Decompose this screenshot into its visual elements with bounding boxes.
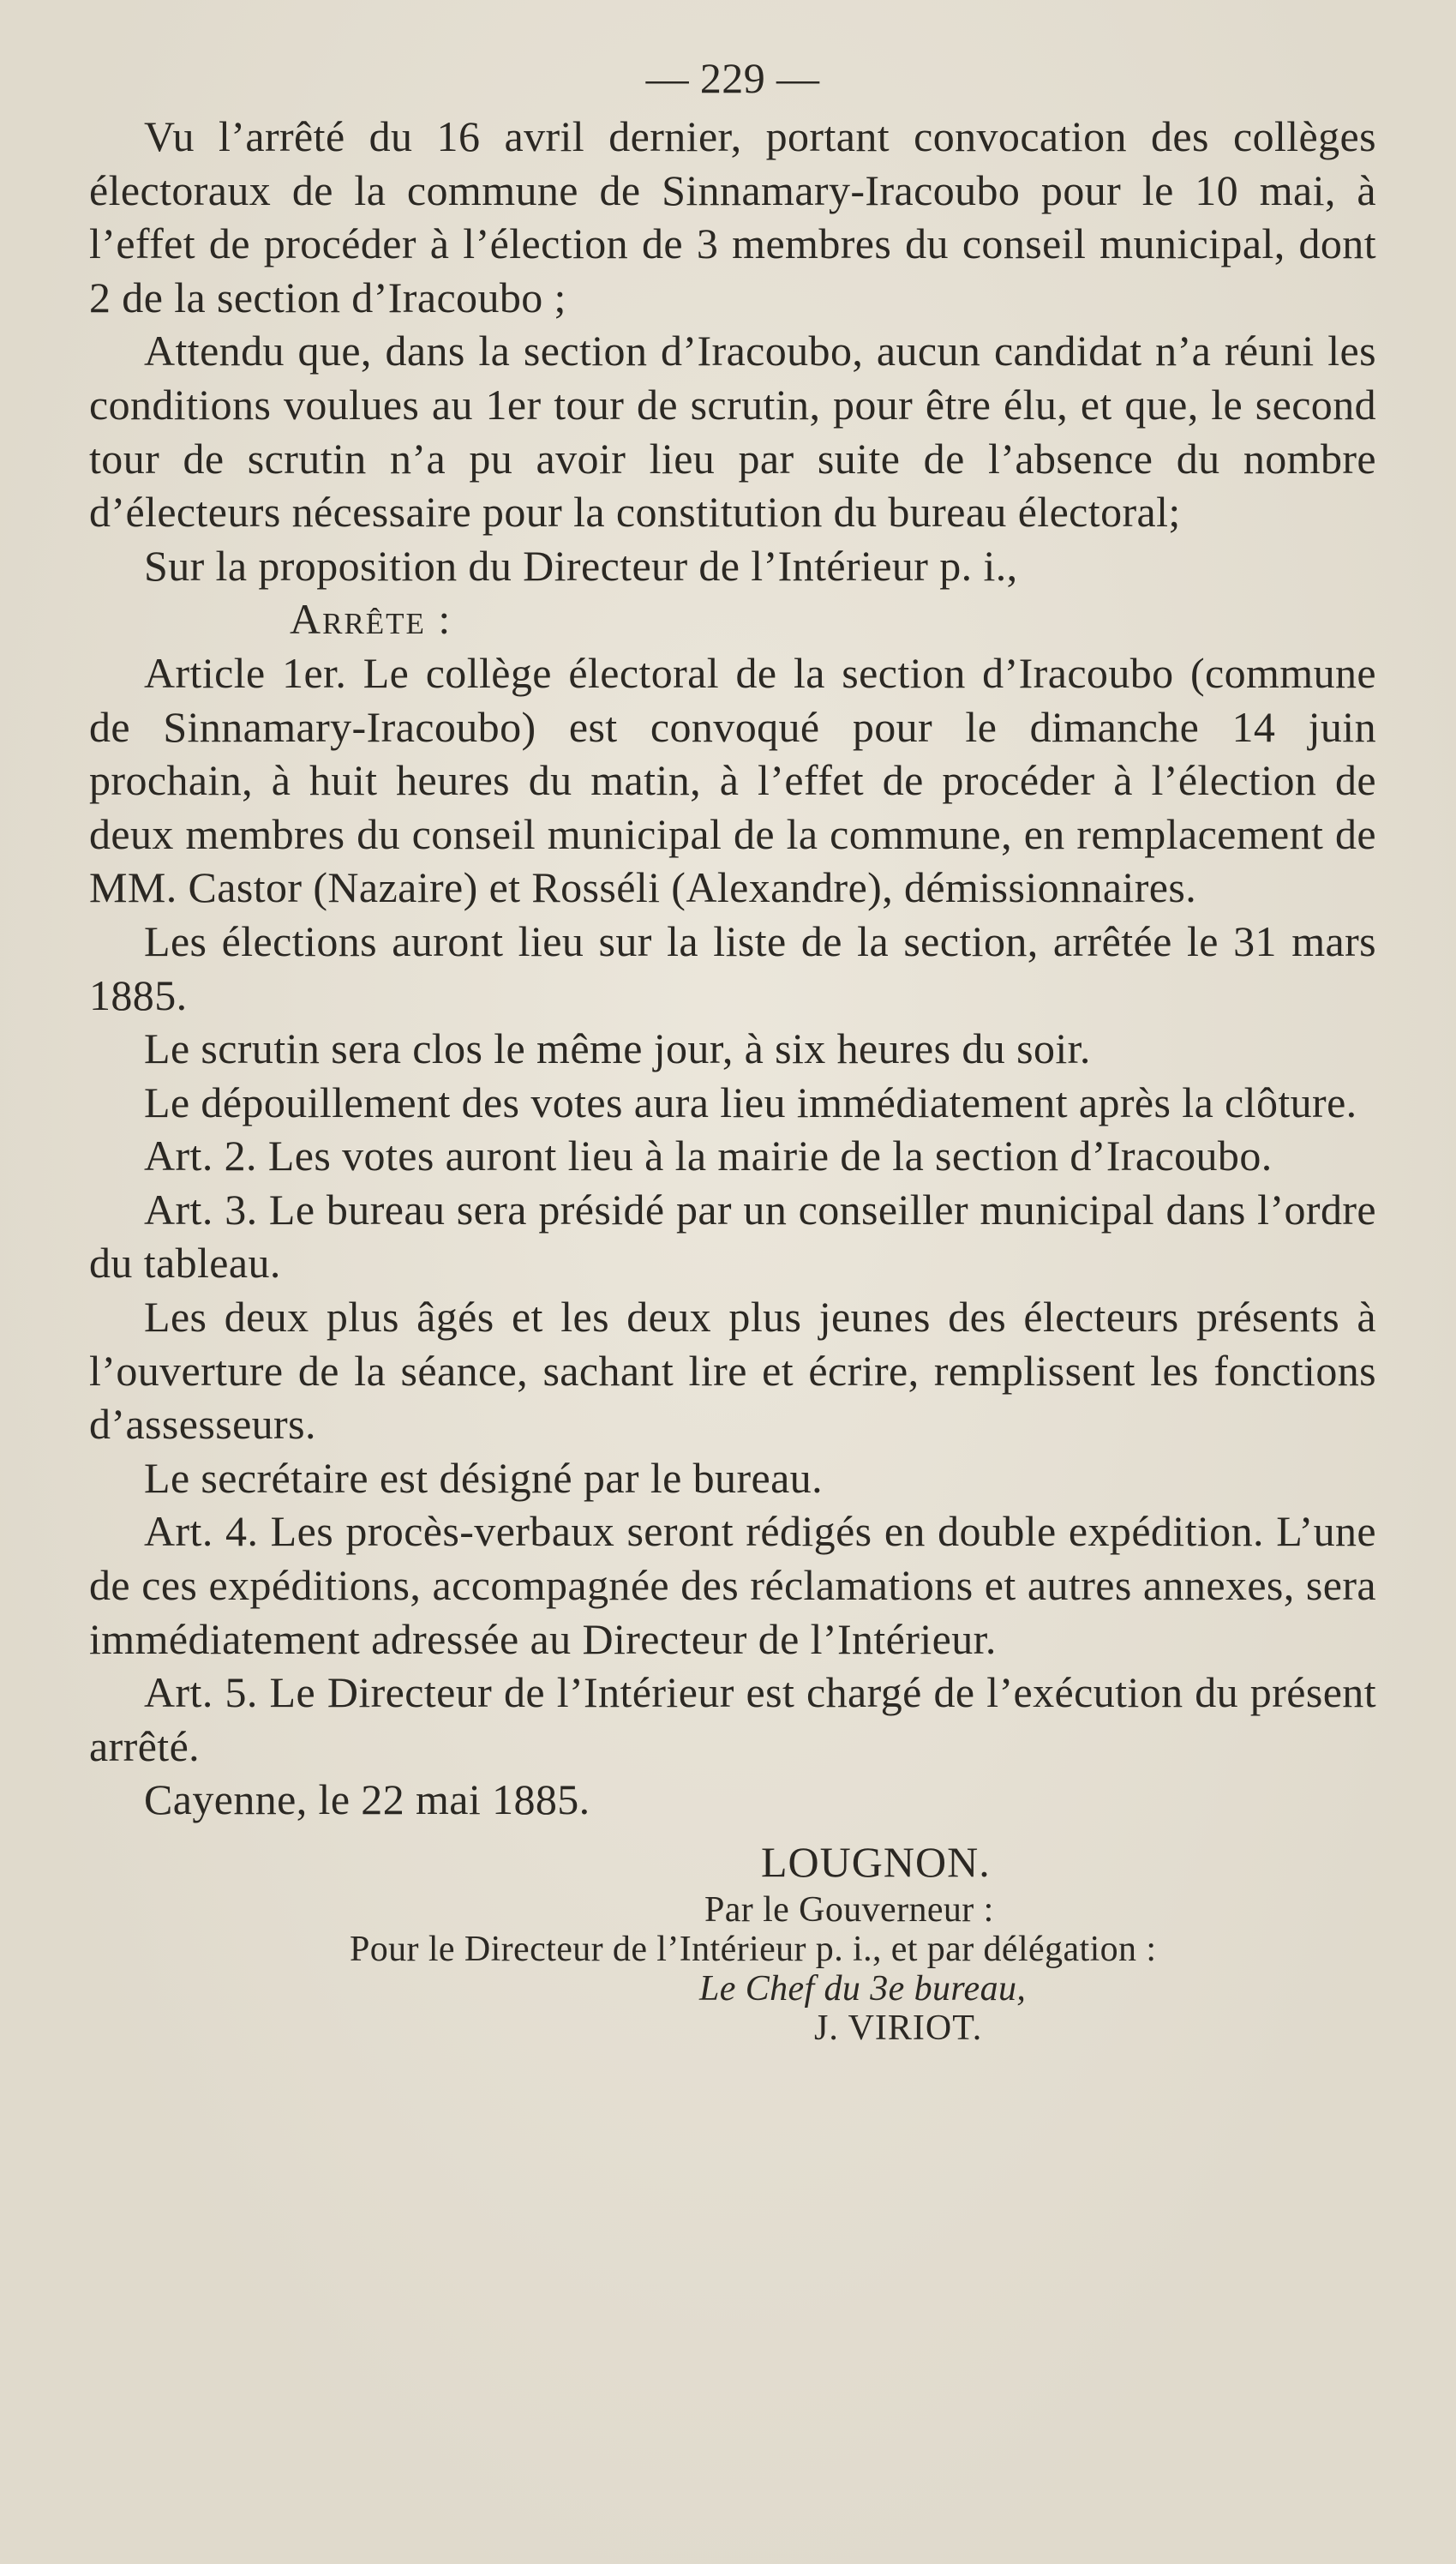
signature-block [89, 1834, 1376, 2048]
paragraph-attendu: Attendu que, dans la section d’Iracoubo, aucun candidat n’a réuni les conditions voulues au 1er tour de scrutin, pour être élu, et que, le second tour de scrutin n’a pu avoir lieu par suite de l’absence du nombre d’électeurs nécessaire pour la constitution du bureau électoral; [89, 327, 1376, 537]
article-3-secretaire: Le secrétaire est désigné par le bureau. [144, 1453, 823, 1502]
article-1-scrutin: Le scrutin sera clos le même jour, à six heures du soir. [144, 1024, 1091, 1073]
article-4: Art. 4. Les procès-verbaux seront rédigés en double expédition. L’une de ces expéditions, accompagnée des réclamations et autres annexes, sera immédiatement adressée au Directeur de l’Intérieur. [89, 1507, 1376, 1663]
document-body [89, 51, 1376, 2048]
page-number: — 229 — [645, 54, 820, 102]
article-5: Art. 5. Le Directeur de l’Intérieur est chargé de l’exécution du présent arrêté. [89, 1668, 1376, 1770]
signature-par-le-gouverneur: Par le Gouverneur : [704, 1890, 994, 1930]
article-1: Article 1er. Le collège électoral de la section d’Iracoubo (commune de Sinnamary-Iracoubo) est convoqué pour le dimanche 14 juin prochain, à huit heures du matin, à l’effet de procéder à l’élection de deux membres du conseil municipal de la commune, en remplacement de MM. Castor (Nazaire) et Rosséli (Alexandre), démissionnaires. [89, 648, 1376, 912]
signature-viriot: J. VIRIOT. [814, 2009, 983, 2048]
arrete-heading: Arrête : [290, 595, 452, 644]
article-2: Art. 2. Les votes auront lieu à la mairie de la section d’Iracoubo. [144, 1132, 1273, 1180]
article-3: Art. 3. Le bureau sera présidé par un conseiller municipal dans l’ordre du tableau. [89, 1185, 1376, 1288]
article-1-depouillement: Le dépouillement des votes aura lieu immédiatement après la clôture. [144, 1078, 1357, 1126]
article-3-assesseurs: Les deux plus âgés et les deux plus jeunes des électeurs présents à l’ouverture de la séance, sachant lire et écrire, remplissent les fonctions d’assesseurs. [89, 1293, 1376, 1449]
signature-pour-le-directeur: Pour le Directeur de l’Intérieur p. i., et par délégation : [350, 1930, 1157, 1969]
article-1-elections: Les élections auront lieu sur la liste de la section, arrêtée le 31 mars 1885. [89, 916, 1376, 1019]
date-line: Cayenne, le 22 mai 1885. [144, 1775, 590, 1824]
paragraph-sur-proposition: Sur la proposition du Directeur de l’Intérieur p. i., [144, 541, 1018, 590]
signature-chef-bureau: Le Chef du 3e bureau, [699, 1969, 1027, 2009]
signature-name: LOUGNON. [761, 1838, 991, 1886]
paragraph-vu-arrete: Vu l’arrêté du 16 avril dernier, portant convocation des collèges électoraux de la commune de Sinnamary-Iracoubo pour le 10 mai, à l’effet de procéder à l’élection de 3 membres du conseil municipal, dont 2 de la section d’Iracoubo ; [89, 112, 1376, 321]
